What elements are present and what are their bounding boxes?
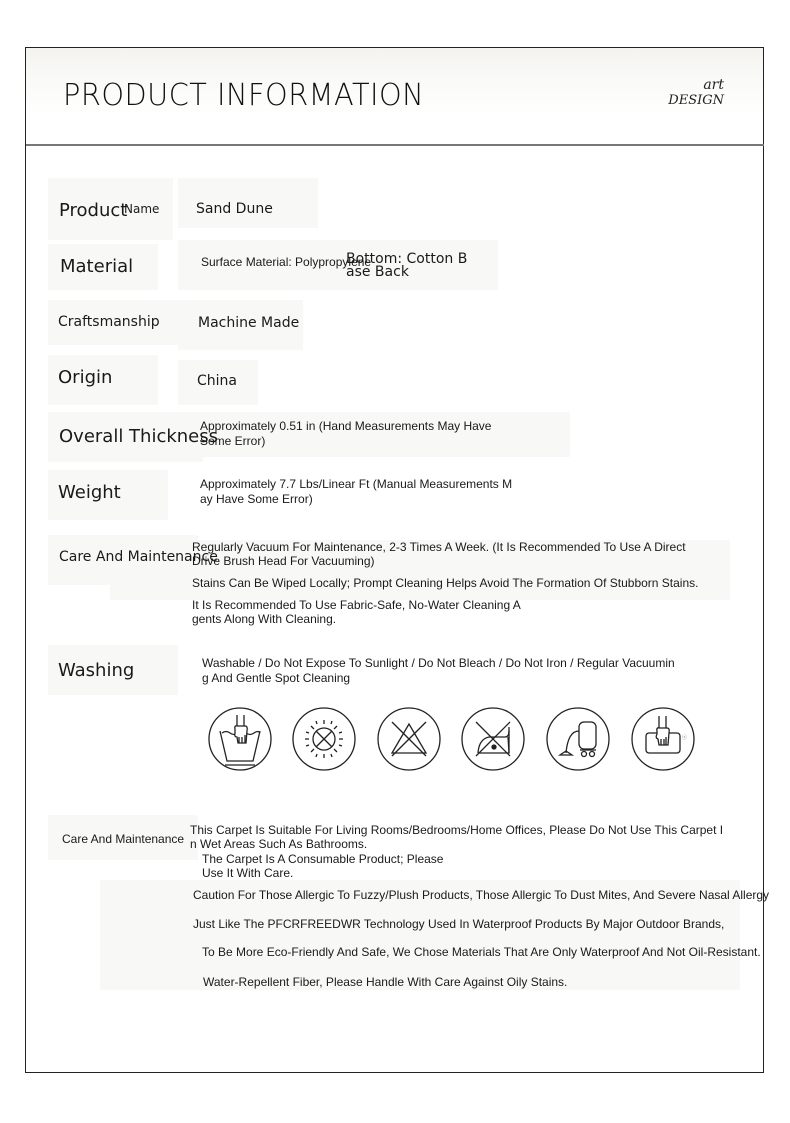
weight-value-2: ay Have Some Error)	[200, 492, 313, 506]
care2-line: Caution For Those Allergic To Fuzzy/Plush Products, Those Allergic To Dust Mites, And Severe Nasal Allergy	[193, 888, 770, 902]
origin-label: Origin	[58, 367, 113, 388]
brand-line-2: DESIGN	[668, 93, 724, 108]
weight-label: Weight	[58, 482, 121, 503]
care-label: Care And Maintenance	[59, 549, 218, 565]
washing-value-2: g And Gentle Spot Cleaning	[202, 671, 351, 685]
vacuum-icon	[546, 707, 610, 771]
care2-line: The Carpet Is A Consumable Product; Please	[202, 852, 444, 866]
care2-line: To Be More Eco-Friendly And Safe, We Chose Materials That Are Only Waterproof And Not Oil-Resistant.	[202, 945, 761, 959]
origin-value: China	[197, 373, 237, 389]
hand-wash-icon	[208, 707, 272, 771]
weight-value-1: Approximately 7.7 Lbs/Linear Ft (Manual Measurements M	[200, 477, 513, 491]
brand-logo	[668, 78, 724, 108]
care2-line: n Wet Areas Such As Bathrooms.	[190, 837, 368, 851]
care2-line: Just Like The PFCRFREEDWR Technology Used In Waterproof Products By Major Outdoor Brands,	[193, 917, 725, 931]
material-bottom-value-2: ase Back	[346, 264, 409, 280]
craftsmanship-value: Machine Made	[198, 315, 300, 331]
care-line: Stains Can Be Wiped Locally; Prompt Cleaning Helps Avoid The Formation Of Stubborn Stains.	[192, 576, 699, 590]
material-label: Material	[60, 256, 134, 277]
svg-text:ⓢ: ⓢ	[682, 735, 688, 741]
care-line: gents Along With Cleaning.	[192, 612, 337, 626]
material-bottom-value-1: Bottom: Cotton B	[346, 251, 468, 267]
washing-value-1: Washable / Do Not Expose To Sunlight / Do Not Bleach / Do Not Iron / Regular Vacuumin	[202, 656, 675, 670]
care2-label: Care And Maintenance	[62, 832, 185, 846]
craftsmanship-label: Craftsmanship	[58, 314, 160, 330]
care-line: Regularly Vacuum For Maintenance, 2-3 Times A Week. (It Is Recommended To Use A Direct	[192, 540, 686, 554]
page-title: PRODUCT INFORMATION	[63, 78, 425, 113]
header-divider	[26, 144, 764, 146]
no-sunlight-icon	[292, 707, 356, 771]
no-bleach-icon	[377, 707, 441, 771]
thickness-value-1: Approximately 0.51 in (Hand Measurements May Have	[200, 419, 492, 433]
washing-label: Washing	[58, 660, 135, 681]
product-label-sub: Name	[124, 202, 160, 216]
thickness-value-2: Some Error)	[200, 434, 266, 448]
product-name-value: Sand Dune	[196, 201, 273, 217]
care2-line: Water-Repellent Fiber, Please Handle With Care Against Oily Stains.	[203, 975, 568, 989]
brand-line-1: art	[703, 77, 724, 93]
care-line: Drive Brush Head For Vacuuming)	[192, 554, 375, 568]
thickness-label: Overall Thickness	[59, 426, 219, 447]
care2-line: Use It With Care.	[202, 866, 294, 880]
material-surface-value: Surface Material: Polypropylene	[201, 255, 372, 269]
product-label: Product	[59, 200, 128, 221]
care2-line: This Carpet Is Suitable For Living Rooms/Bedrooms/Home Offices, Please Do Not Use This Carpet I	[190, 823, 724, 837]
no-iron-icon	[461, 707, 525, 771]
spot-clean-icon	[631, 707, 695, 771]
care-line: It Is Recommended To Use Fabric-Safe, No-Water Cleaning A	[192, 598, 521, 612]
